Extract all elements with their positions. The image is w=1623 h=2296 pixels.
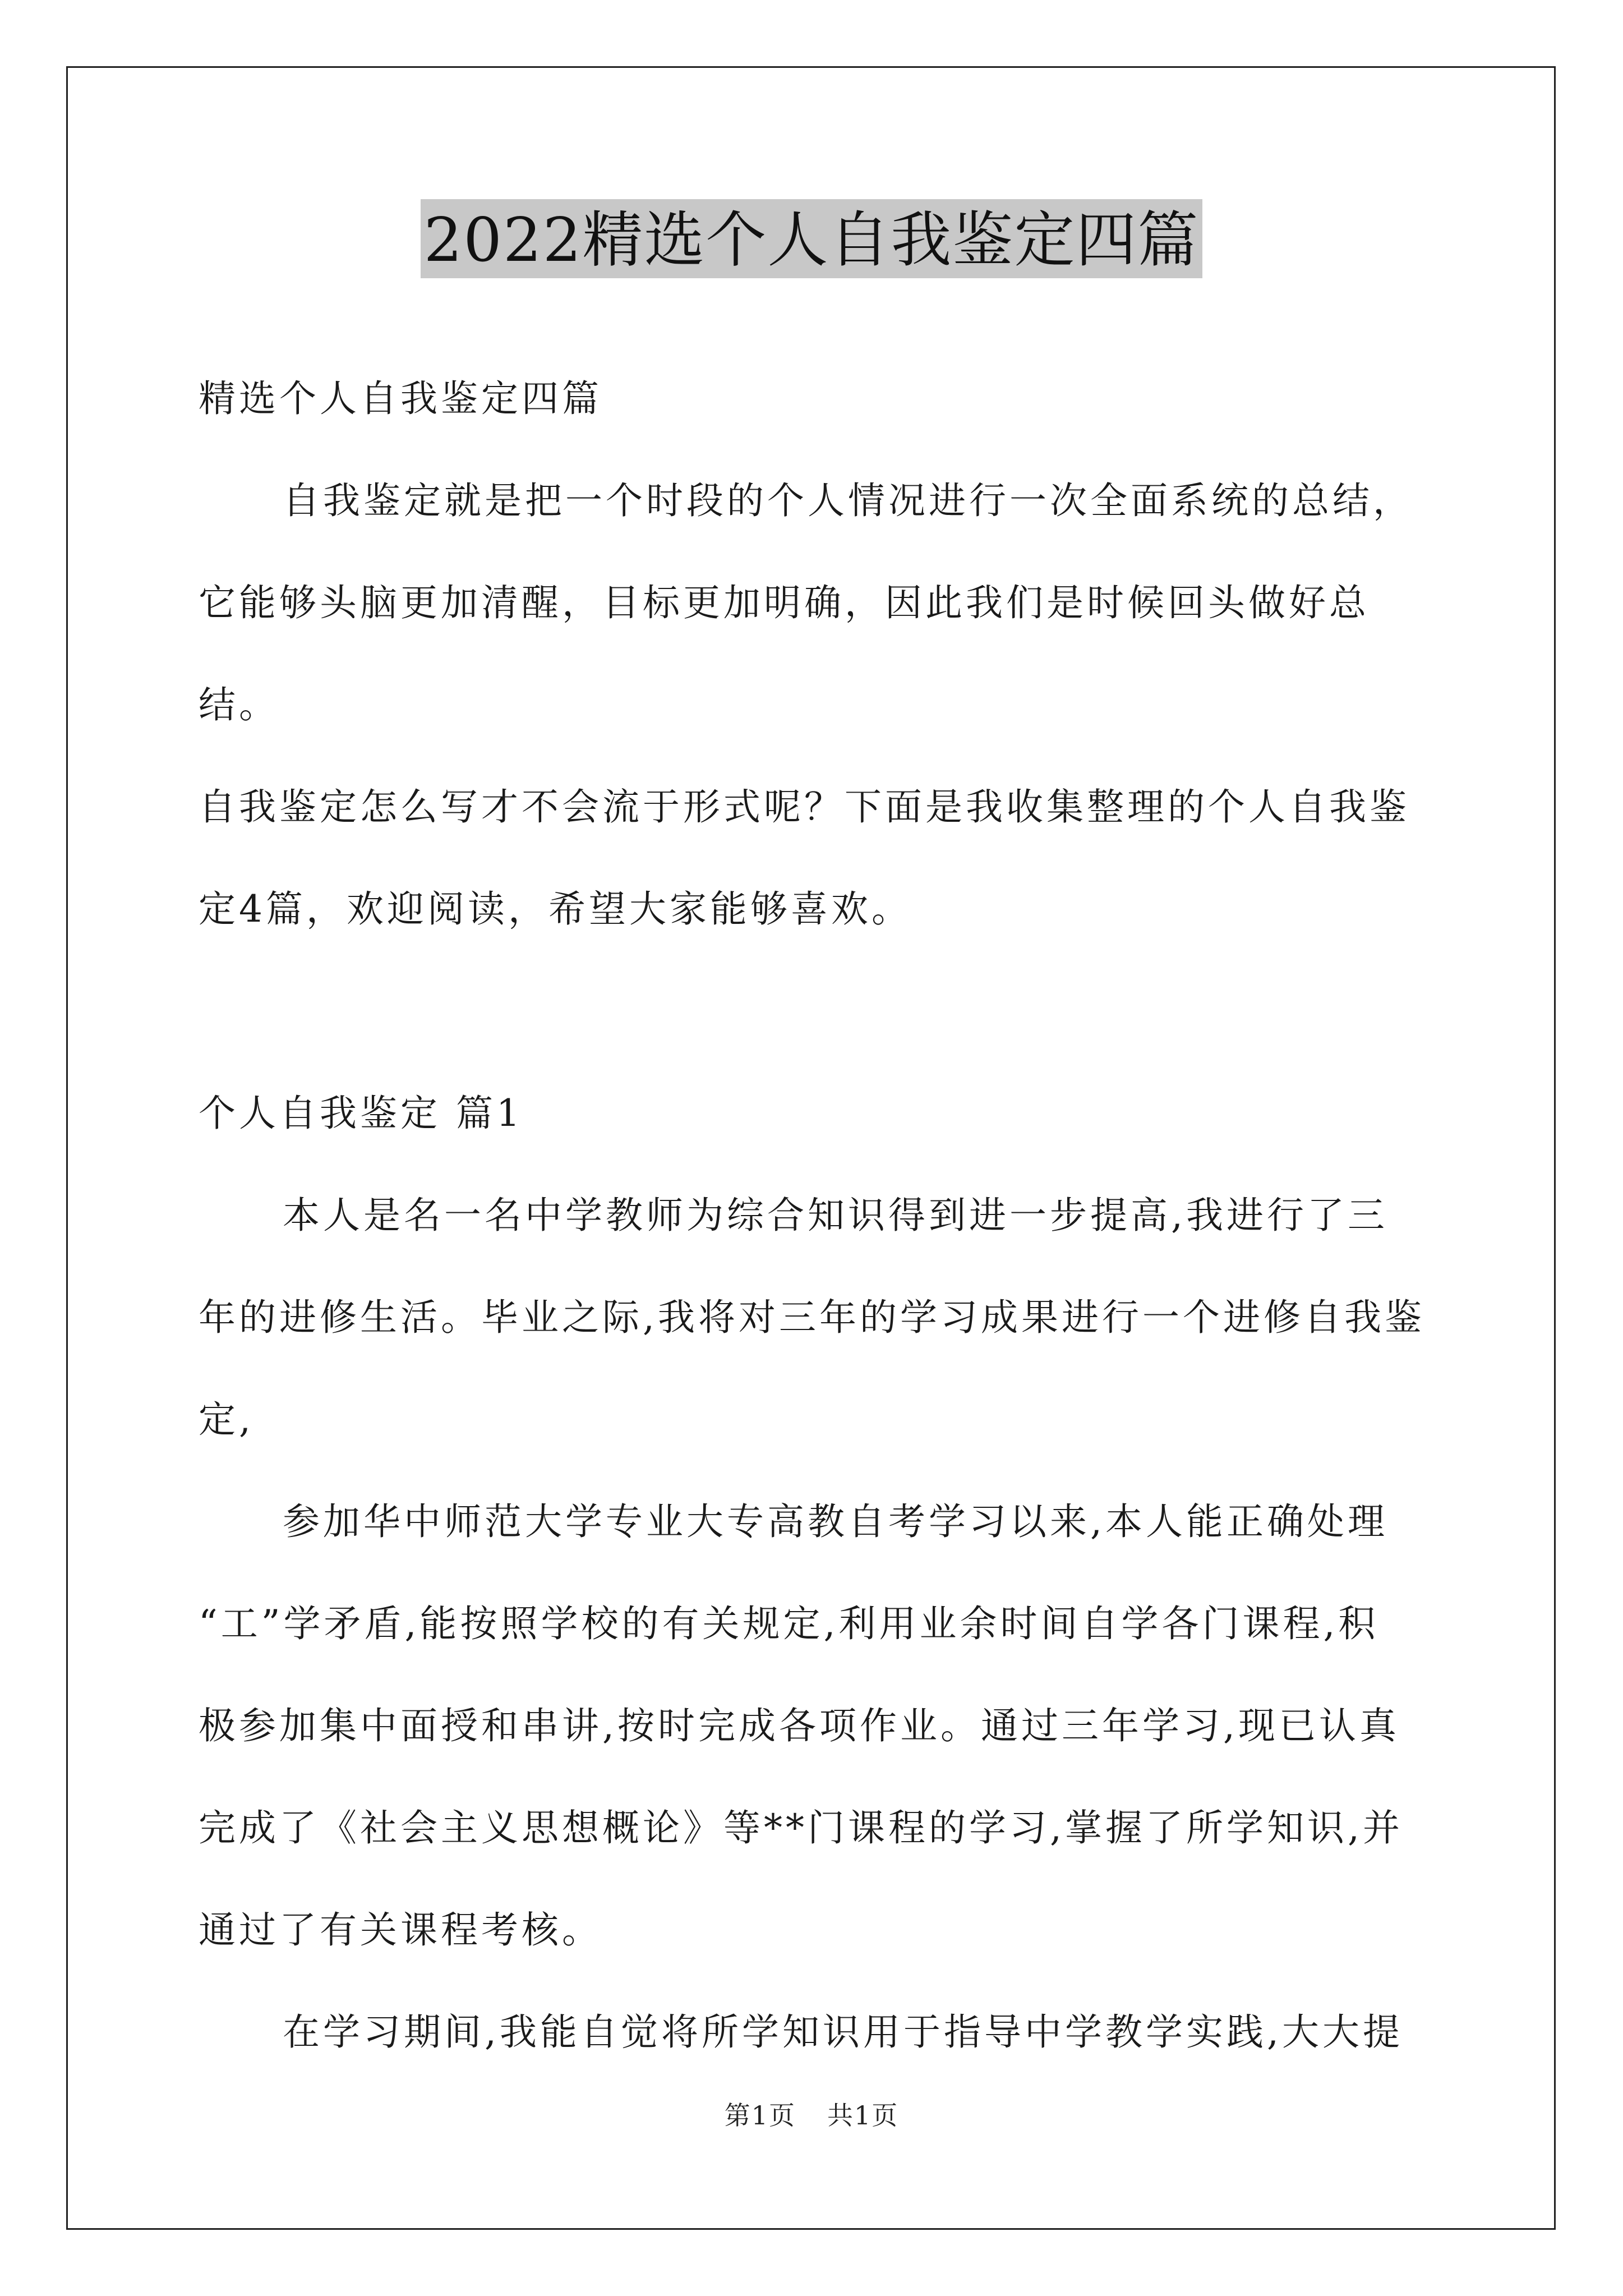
intro-line: 它能够头脑更加清醒，目标更加明确，因此我们是时候回头做好总结。: [199, 581, 1370, 726]
blank-line: [199, 960, 1438, 1062]
title-container: [0, 199, 1623, 278]
body-paragraph-2: [199, 1471, 1438, 1981]
paragraph-line: 通过了有关课程考核。: [199, 1908, 602, 1952]
page-number: 第1页: [724, 2100, 796, 2131]
paragraph-line: 参加华中师范大学专业大专高教自考学习以来,本人能正确处理: [283, 1500, 1388, 1543]
paragraph-line: 极参加集中面授和串讲,按时完成各项作业。通过三年学习,现已认真: [199, 1704, 1400, 1747]
paragraph-line: “工”学矛盾,能按照学校的有关规定,利用业余时间自学各门课程,积: [199, 1602, 1379, 1645]
paragraph-line: 在学习期间,我能自觉将所学知识用于指导中学教学实践,大大提: [283, 2010, 1403, 2054]
paragraph-line: 本人是名一名中学教师为综合知识得到进一步提高,我进行了三: [283, 1194, 1388, 1237]
intro-paragraph: [199, 450, 1438, 960]
paragraph-line: 年的进修生活。毕业之际,我将对三年的学习成果进行一个进修自我鉴: [199, 1296, 1425, 1339]
body-paragraph-3: [199, 1981, 1438, 2083]
document-body: [199, 348, 1438, 2083]
paragraph-line: 定,: [199, 1398, 254, 1441]
page-footer: [0, 2095, 1623, 2132]
intro-line: 自我鉴定怎么写才不会流于形式呢？下面是我收集整理的个人自我鉴: [199, 785, 1410, 829]
section-heading: 个人自我鉴定 篇1: [199, 1092, 523, 1135]
page-total: 共1页: [827, 2100, 899, 2131]
intro-line: 自我鉴定就是把一个时段的个人情况进行一次全面系统的总结，: [283, 479, 1413, 522]
document-title: 2022精选个人自我鉴定四篇: [421, 199, 1203, 278]
document-subtitle: 精选个人自我鉴定四篇: [199, 377, 602, 420]
intro-line: 定4篇，欢迎阅读，希望大家能够喜欢。: [199, 887, 912, 931]
paragraph-line: 完成了《社会主义思想概论》等**门课程的学习,掌握了所学知识,并: [199, 1806, 1403, 1849]
body-paragraph-1: [199, 1165, 1438, 1471]
